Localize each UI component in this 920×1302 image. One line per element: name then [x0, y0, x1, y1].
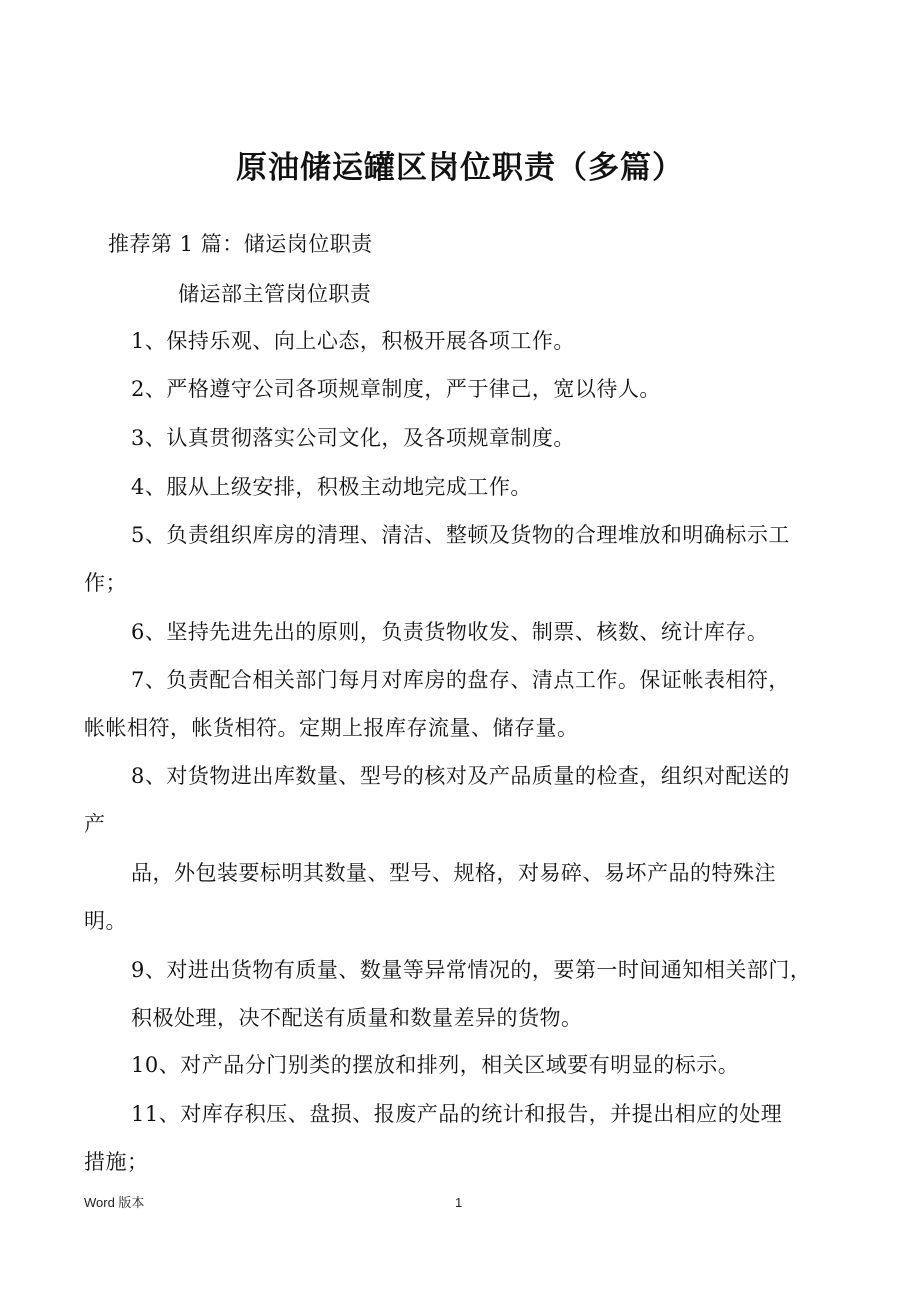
- section-heading: 推荐第 1 篇：储运岗位职责: [108, 232, 373, 256]
- list-item-8: 8、对货物进出库数量、型号的核对及产品质量的检查，组织对配送的: [131, 764, 790, 788]
- list-item-4: 4、服从上级安排，积极主动地完成工作。: [131, 475, 532, 499]
- page-number: 1: [455, 1195, 463, 1210]
- list-item-10: 10、对产品分门别类的摆放和排列，相关区域要有明显的标示。: [131, 1053, 740, 1077]
- list-item-9-continued: 积极处理，决不配送有质量和数量差异的货物。: [131, 1006, 583, 1030]
- list-item-11-continued: 措施；: [84, 1150, 149, 1174]
- list-item-8-paragraph-continued: 明。: [84, 909, 127, 933]
- list-item-5: 5、负责组织库房的清理、清洁、整顿及货物的合理堆放和明确标示工: [131, 523, 790, 547]
- subsection-heading: 储运部主管岗位职责: [178, 282, 372, 306]
- footer-version-label: Word 版本: [84, 1195, 145, 1210]
- list-item-2: 2、严格遵守公司各项规章制度，严于律己，宽以待人。: [131, 377, 661, 401]
- list-item-8-continued: 产: [84, 812, 106, 836]
- list-item-9: 9、对进出货物有质量、数量等异常情况的，要第一时间通知相关部门，: [131, 958, 812, 982]
- list-item-6: 6、坚持先进先出的原则，负责货物收发、制票、核数、统计库存。: [131, 620, 769, 644]
- list-item-3: 3、认真贯彻落实公司文化，及各项规章制度。: [131, 426, 575, 450]
- list-item-7: 7、负责配合相关部门每月对库房的盘存、清点工作。保证帐表相符，: [131, 668, 790, 692]
- document-title: 原油储运罐区岗位职责（多篇）: [236, 150, 684, 186]
- list-item-1: 1、保持乐观、向上心态，积极开展各项工作。: [131, 329, 575, 353]
- list-item-8-paragraph: 品，外包装要标明其数量、型号、规格，对易碎、易坏产品的特殊注: [131, 861, 776, 885]
- list-item-5-continued: 作；: [84, 571, 127, 595]
- list-item-7-continued: 帐帐相符，帐货相符。定期上报库存流量、储存量。: [84, 716, 579, 740]
- list-item-11: 11、对库存积压、盘损、报废产品的统计和报告，并提出相应的处理: [131, 1102, 783, 1126]
